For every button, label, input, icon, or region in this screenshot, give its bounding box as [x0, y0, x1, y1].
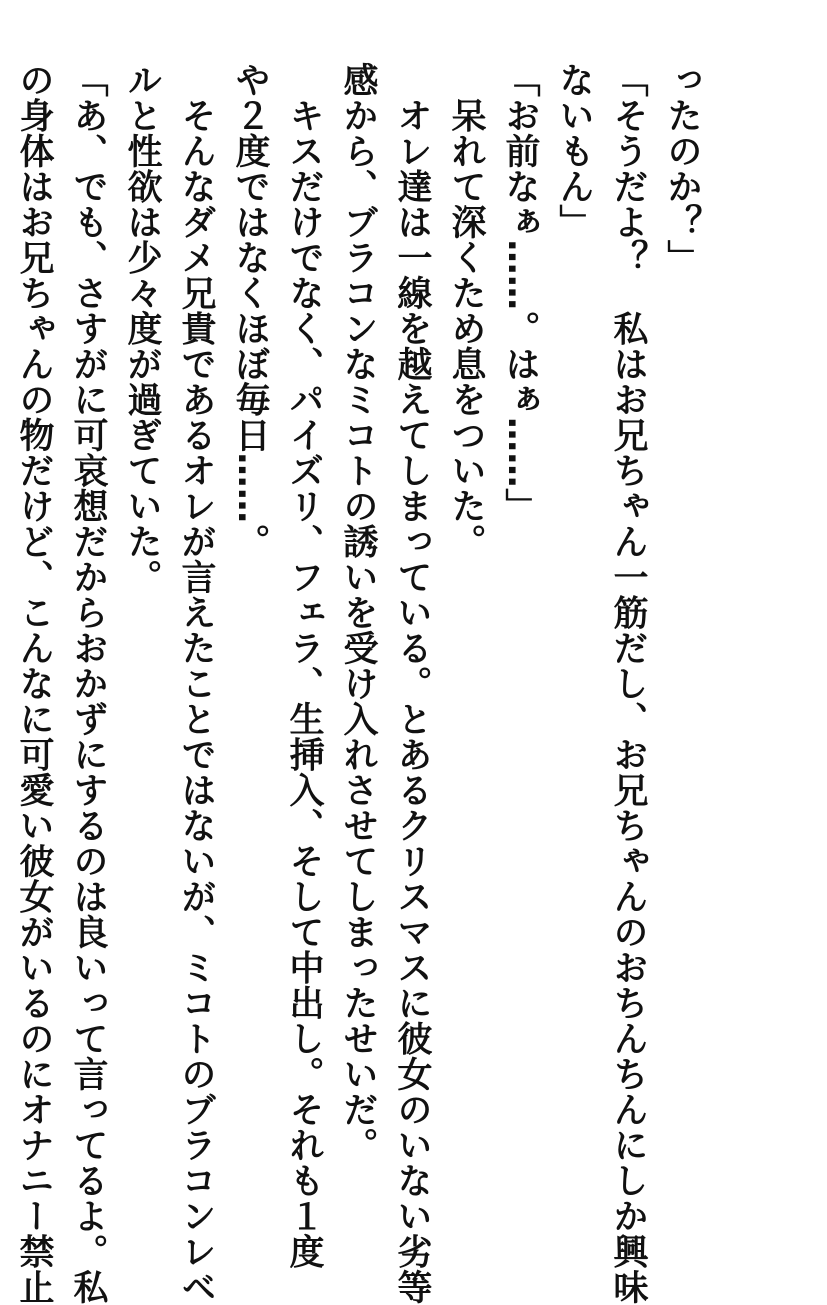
text-line: ったのか？」 [662, 62, 702, 275]
text-line: 呆れて深くため息をついた。 [446, 62, 486, 559]
text-line: ないもん」 [554, 62, 594, 240]
text-line: そんなダメ兄貴であるオレが言えたことではないが、ミコトのブラコンレベ [176, 62, 216, 1305]
text-line: 「お前なぁ……。はぁ……」 [500, 62, 540, 524]
text-line: ルと性欲は少々度が過ぎていた。 [122, 62, 162, 595]
text-line: や２度ではなくほぼ毎日……。 [230, 62, 270, 559]
text-line: オレ達は一線を越えてしまっている。とあるクリスマスに彼女のいない劣等 [392, 62, 432, 1305]
text-line: キスだけでなく、パイズリ、フェラ、生挿入、そして中出し。それも１度 [284, 62, 324, 1269]
text-line: 「そうだよ？ 私はお兄ちゃん一筋だし、お兄ちゃんのおちんちんにしか興味 [608, 62, 648, 1305]
text-line: の身体はお兄ちゃんの物だけど、こんなに可愛い彼女がいるのにオナニー禁止 [14, 62, 54, 1305]
text-line: 感から、ブラコンなミコトの誘いを受け入れさせてしまったせいだ。 [338, 62, 378, 1163]
text-line: 「あ、でも、さすがに可哀想だからおかずにするのは良いって言ってるよ。私 [68, 62, 108, 1305]
body-text [7, 62, 709, 1305]
